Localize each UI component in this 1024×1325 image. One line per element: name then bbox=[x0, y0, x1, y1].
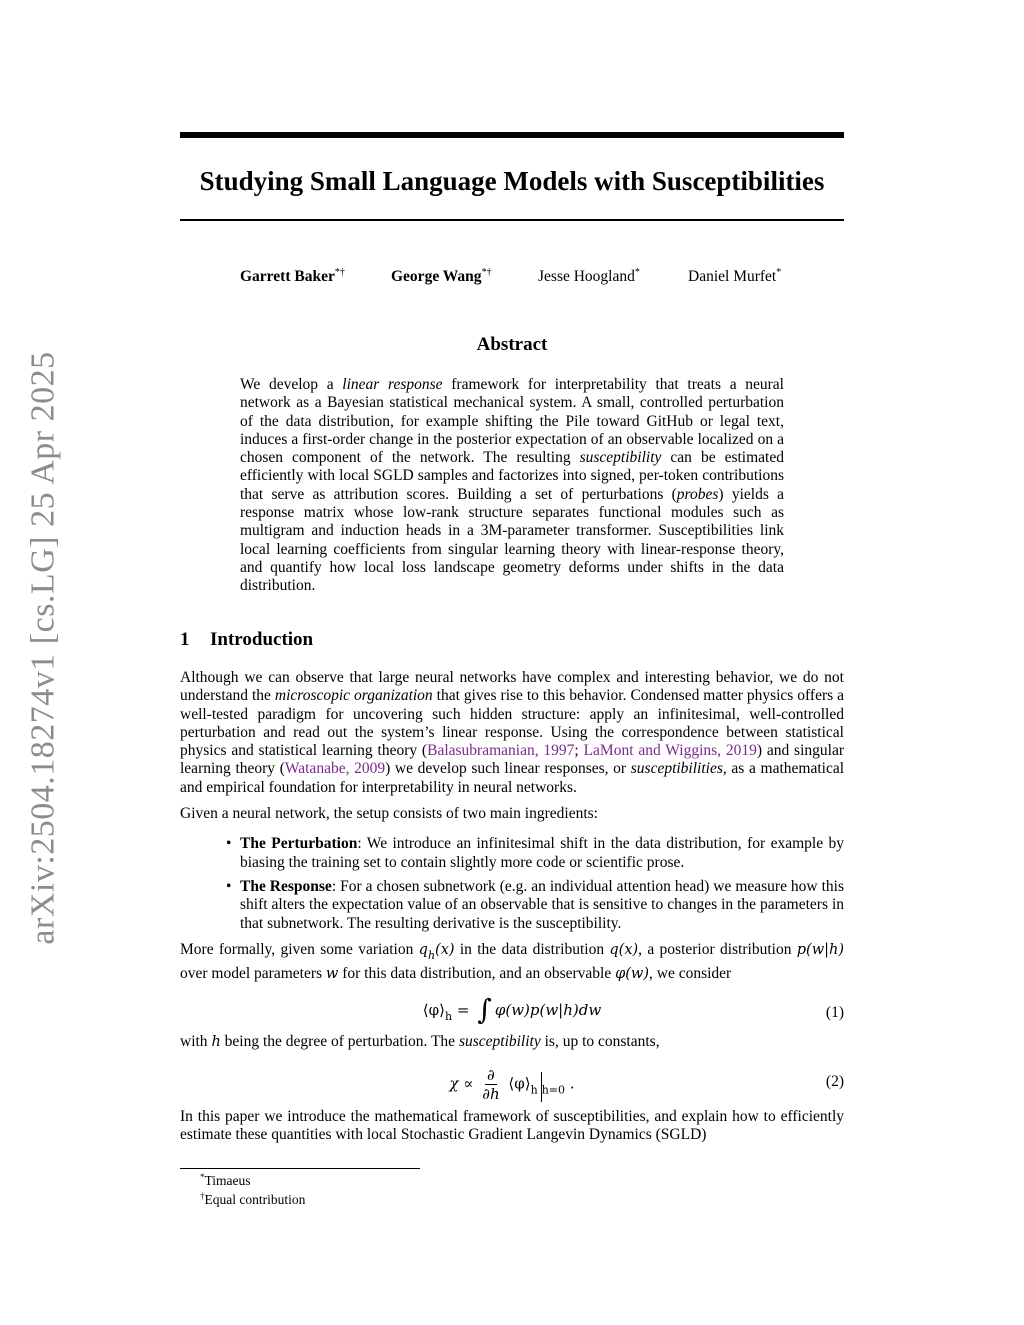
arxiv-identifier: arXiv:2504.18274v1 [cs.LG] 25 Apr 2025 bbox=[25, 351, 62, 945]
equation-2: χ ∝ $\frac{\partial}{\partial h}$ $⟨\varphi⟩_h$ $_{h=0}$ . (2) bbox=[449, 1066, 844, 1104]
author-jesse-hoogland: Jesse Hoogland* bbox=[538, 267, 640, 285]
intro-paragraph-5: In this paper we introduce the mathematical framework of susceptibilities, and explain how to efficiently estimate these quantities with local Stochastic Gradient Langevin Dynamics (SGLD) bbox=[180, 1107, 844, 1144]
bullet-icon: • bbox=[226, 877, 232, 895]
citation-watanabe[interactable]: Watanabe, 2009 bbox=[284, 760, 386, 778]
arxiv-sidebar-stamp bbox=[14, 352, 74, 944]
paper-title: Studying Small Language Models with Susceptibilities bbox=[199, 166, 825, 196]
bullet-icon: • bbox=[226, 835, 232, 853]
equation-1: $⟨\varphi⟩_h$ = ∫ φ(w)p(w|h)dw (1) bbox=[422, 992, 844, 1026]
author-garrett-baker: Garrett Baker*† bbox=[240, 267, 345, 285]
citation-balasubramanian[interactable]: Balasubramanian, 1997 bbox=[427, 742, 575, 760]
equation-number-1: (1) bbox=[825, 1004, 844, 1022]
ingredients-list bbox=[180, 835, 844, 932]
list-item-perturbation: • The Perturbation: We introduce an infinitesimal shift in the data distribution, for example by biasing the training set to contain slightly more code or scientific prose. bbox=[226, 835, 844, 871]
introduction-body bbox=[180, 669, 844, 1144]
title-top-rule bbox=[180, 132, 844, 138]
intro-paragraph-4: with h being the degree of perturbation. The susceptibility is, up to constants, bbox=[180, 1033, 660, 1051]
equation-number-2: (2) bbox=[825, 1072, 844, 1090]
intro-paragraph-1: Although we can observe that large neural networks have complex and interesting behavior, we do not understand the microscopic organization that gives rise to this behavior. Condensed matter physics offers a well-tested paradigm for uncovering such hidden structure: apply an infinitesimal, well-controlled perturbation and read out the system’s linear response. Using the correspondence between statistical physics and statistical learning theory (Balasubramanian, 1997; LaMont and Wiggins, 2019) and singular learning theory (Watanabe, 2009) we develop such linear responses, or susceptibilities, as a mathematical and empirical foundation for interpretability in neural networks. bbox=[180, 669, 845, 796]
footnote-equal-contribution: †Equal contribution bbox=[200, 1191, 306, 1207]
section-heading-introduction: 1 Introduction bbox=[180, 629, 314, 650]
title-bottom-rule bbox=[180, 219, 844, 221]
abstract-text: We develop a linear response framework for interpretability that treats a neural network as a Bayesian statistical mechanical system. A small, controlled perturbation of the data distribution, for example shifting the Pile toward GitHub or legal text, induces a first-order change in the posterior expectation of an observable localized on a chosen component of the network. The resulting susceptibility can be estimated efficiently with local SGLD samples and factorizes into signed, per-token contributions that serve as attribution scores. Building a set of perturbations (probes) yields a response matrix whose low-rank structure separates functional modules such as multigram and induction heads in a 3M-parameter transformer. Susceptibilities link local learning coefficients from singular learning theory with linear-response theory, and quantify how local loss landscape geometry deforms under shifts in the data distribution. bbox=[240, 376, 784, 595]
author-list bbox=[180, 268, 844, 288]
intro-paragraph-3: More formally, given some variation $q_h(x)$ in the data distribution q(x), a posterior distribution p(w|h) over model parameters w for this data distribution, and an observable φ(w), we consider bbox=[180, 940, 844, 983]
footnote-timaeus: *Timaeus bbox=[200, 1172, 251, 1188]
footnote-rule bbox=[180, 1168, 420, 1169]
citation-lamont-wiggins[interactable]: LaMont and Wiggins, 2019 bbox=[583, 742, 757, 760]
intro-paragraph-2: Given a neural network, the setup consists of two main ingredients: bbox=[180, 805, 598, 823]
author-george-wang: George Wang*† bbox=[391, 267, 492, 285]
author-daniel-murfet: Daniel Murfet* bbox=[688, 267, 782, 285]
list-item-response: • The Response: For a chosen subnetwork (e.g. an individual attention head) we measure how this shift alters the expectation value of an observable that is sensitive to changes in the parameters in that subnetwork. The resulting derivative is the susceptibility. bbox=[226, 877, 844, 932]
abstract-heading: Abstract bbox=[476, 334, 548, 355]
